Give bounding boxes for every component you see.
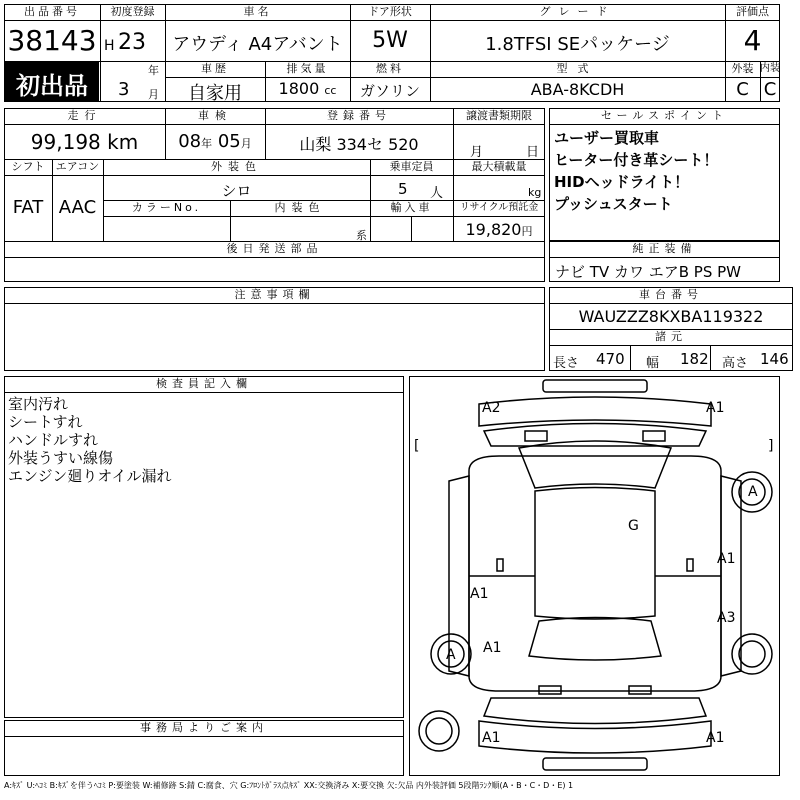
- insp-year: 08: [178, 131, 202, 152]
- mark-right-front-door: A1: [717, 551, 736, 567]
- mark-left-rear-fender: A1: [483, 640, 502, 656]
- displacement-value: 1800: [278, 79, 320, 98]
- transfer-label: 譲渡書類期限: [466, 109, 532, 122]
- mileage-unit: km: [107, 130, 139, 154]
- insp-month-unit: 月: [240, 137, 252, 150]
- score-label: 評価点: [736, 5, 769, 18]
- displacement-unit: cc: [324, 84, 337, 97]
- recycle-label: リサイクル預託金: [459, 202, 539, 213]
- shift: FAT: [12, 197, 44, 218]
- mark-rear-left: A1: [482, 730, 501, 746]
- delivery-label: 後日発送部品: [226, 242, 323, 255]
- length: 470: [596, 350, 625, 368]
- interior-label: 内装: [760, 63, 780, 74]
- mark-front-right: A1: [706, 400, 725, 416]
- lot-no: 38143: [7, 24, 97, 57]
- sales-point: HIDヘッドライト！: [554, 173, 690, 191]
- score: 4: [743, 24, 762, 57]
- history: 自家用: [188, 83, 242, 104]
- import-label: 輸入車: [390, 201, 433, 214]
- sales-point: ユーザー買取車: [554, 129, 660, 147]
- inspector-note: シートすれ: [8, 413, 83, 431]
- mark-left-front-door: A1: [470, 586, 489, 602]
- width-label: 幅: [646, 356, 660, 371]
- mark-tire-rear-left: A: [446, 647, 456, 663]
- reg-month: 3: [118, 79, 130, 100]
- load-label: 最大積載量: [471, 160, 527, 173]
- recycle-unit: 円: [521, 225, 533, 238]
- exterior-grade: C: [736, 79, 749, 100]
- capacity-unit: 人: [430, 186, 444, 201]
- door-label: ドア形状: [368, 5, 412, 18]
- equipment: ナビ TV カワ エアB PS PW: [555, 263, 741, 281]
- inspector-label: 検査員記入欄: [156, 377, 252, 390]
- car-body-diagram: [409, 376, 780, 776]
- color: シロ: [221, 182, 252, 200]
- transfer-day: 日: [526, 145, 540, 160]
- exterior-label: 外装: [731, 62, 754, 75]
- sales-point: プッシュスタート: [554, 195, 673, 213]
- mark-front-left: A2: [482, 400, 501, 416]
- dims-label: 諸元: [655, 330, 687, 343]
- mark-tire-front-right: A: [748, 484, 758, 500]
- inspector-note: ハンドルすれ: [8, 431, 99, 449]
- color-label: 外装色: [211, 160, 262, 173]
- name-label: 車名: [243, 5, 272, 18]
- fuel-label: 燃料: [376, 62, 404, 75]
- height-label: 高さ: [722, 356, 749, 371]
- insp-month: 05: [217, 131, 241, 152]
- height: 146: [760, 350, 789, 368]
- mark-right-rear-door: A3: [717, 610, 736, 626]
- load-unit: kg: [528, 186, 542, 199]
- ac-label: エアコン: [55, 160, 100, 173]
- intcolor-label: 内装色: [274, 201, 326, 214]
- reg-era: H: [104, 38, 115, 54]
- capacity: 5: [398, 180, 408, 198]
- grade: 1.8TFSI SEパッケージ: [485, 34, 670, 55]
- reg-year-unit: 年: [148, 64, 159, 77]
- legend: A:ｷｽﾞ U:ﾍｺﾐ B:ｷｽﾞを伴うﾍｺﾐ P:要塗装 W:補修跡 S:錆 C:腐食、穴 G:ﾌﾛﾝﾄｶﾞﾗｽ点ｷｽﾞ XX:交換済み X:要交換 欠:欠品 内外装評価 5段階ﾗﾝｸ順(A・B・C・D・E) 1: [4, 781, 574, 790]
- car-name: アウディ A4アバント: [172, 34, 343, 55]
- mileage-label: 走行: [67, 109, 102, 122]
- recycle-value: 19,820: [465, 220, 522, 239]
- model: ABA-8KCDH: [530, 80, 625, 99]
- chassis-number: WAUZZZ8KXBA119322: [578, 307, 764, 326]
- mark-bracket-left: [: [414, 438, 420, 454]
- mileage: [4, 130, 165, 154]
- grade-label: グレード: [539, 5, 616, 18]
- inspector-note: 室内汚れ: [8, 395, 69, 413]
- width: 182: [680, 350, 709, 368]
- plate: 山梨 334セ 520: [299, 135, 419, 154]
- mark-bracket-right: ]: [768, 438, 774, 454]
- displacement: [265, 79, 350, 98]
- insp-year-unit: 年: [201, 137, 213, 150]
- inspector-note: エンジン廻りオイル漏れ: [8, 467, 172, 485]
- plate-label: 登録番号: [327, 109, 391, 122]
- capacity-label: 乗車定員: [389, 160, 434, 173]
- fuel: ガソリン: [359, 82, 420, 100]
- colorno-label: カラーNo.: [131, 201, 202, 214]
- inspection-date: [165, 131, 265, 152]
- length-label: 長さ: [553, 356, 580, 371]
- office-label: 事務局よりご案内: [140, 721, 268, 734]
- chassis-label: 車台番号: [639, 288, 703, 301]
- displacement-label: 排気量: [286, 62, 329, 75]
- recycle: [453, 220, 545, 239]
- door-type: 5W: [372, 28, 408, 53]
- sales-point: ヒーター付き革シート！: [554, 151, 719, 169]
- interior-grade: C: [763, 79, 777, 100]
- mark-roof: G: [628, 518, 639, 534]
- inspection-label: 車検: [198, 109, 232, 122]
- mileage-value: 99,198: [30, 130, 101, 154]
- first-listing-text: 初出品: [16, 72, 88, 100]
- reg-label: 初度登録: [110, 5, 155, 18]
- reg-month-unit: 月: [148, 88, 159, 101]
- mark-rear-right: A1: [706, 730, 725, 746]
- history-label: 車歴: [201, 62, 229, 75]
- shift-label: シフト: [11, 160, 45, 173]
- model-label: 型式: [556, 62, 599, 75]
- caution-label: 注意事項欄: [234, 288, 315, 301]
- inspector-note: 外装うすい線傷: [8, 449, 114, 467]
- lot-no-label: 出品番号: [24, 5, 80, 18]
- sales-label: セールスポイント: [600, 109, 728, 122]
- transfer-month: 月: [470, 145, 484, 160]
- reg-year: 23: [118, 30, 146, 55]
- equipment-label: 純正装備: [632, 242, 697, 255]
- ac: AAC: [58, 197, 97, 218]
- intcolor-unit: 系: [356, 229, 367, 242]
